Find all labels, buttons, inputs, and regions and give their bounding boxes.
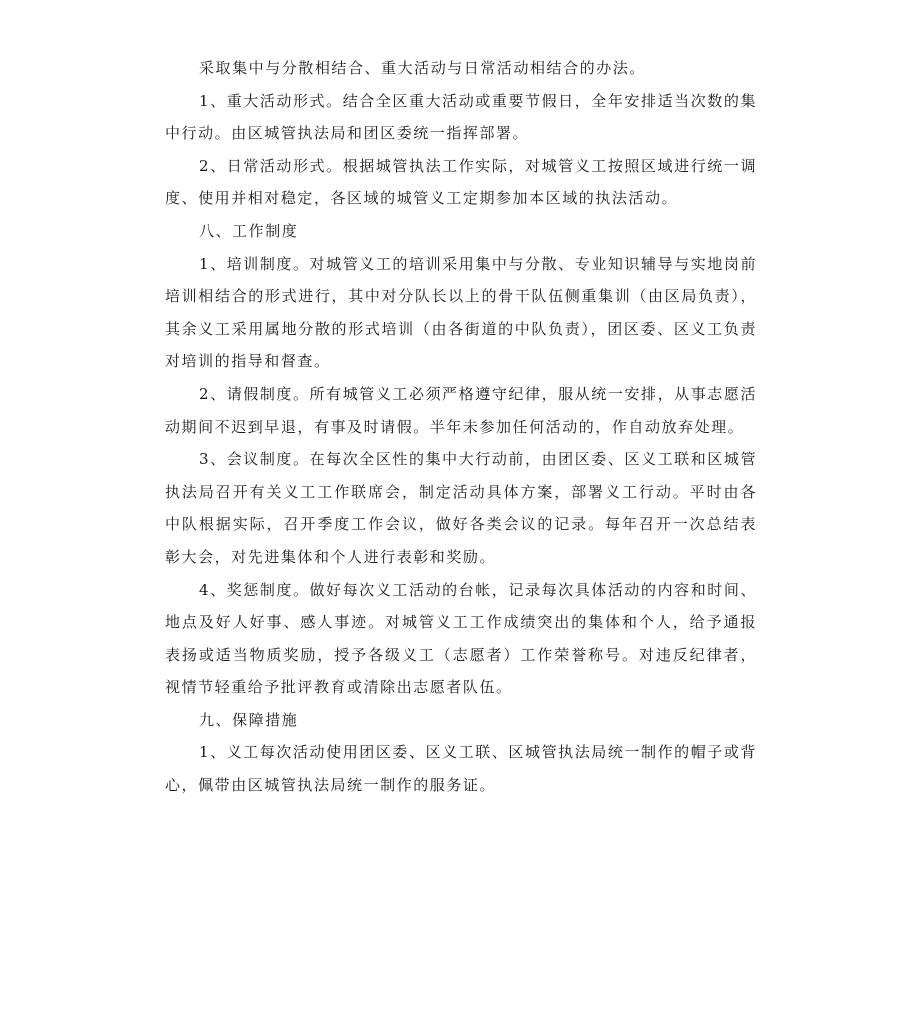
paragraph-major-activity: 1、重大活动形式。结合全区重大活动或重要节假日，全年安排适当次数的集中行动。由区城管执法局和团区委统一指挥部署。	[165, 91, 757, 143]
paragraph-daily-activity: 2、日常活动形式。根据城管执法工作实际，对城管义工按照区域进行统一调度、使用并相对稳定，各区域的城管义工定期参加本区域的执法活动。	[165, 156, 757, 208]
paragraph-uniform: 1、义工每次活动使用团区委、区义工联、区城管执法局统一制作的帽子或背心，佩带由区城管执法局统一制作的服务证。	[165, 743, 757, 795]
paragraph-leave-system: 2、请假制度。所有城管义工必须严格遵守纪律，服从统一安排，从事志愿活动期间不迟到早退，有事及时请假。半年未参加任何活动的，作自动放弃处理。	[165, 384, 757, 436]
paragraph-method: 采取集中与分散相结合、重大活动与日常活动相结合的办法。	[199, 59, 646, 77]
section-heading-work-system: 八、工作制度	[199, 221, 299, 240]
document-body	[165, 52, 757, 802]
paragraph-training-system: 1、培训制度。对城管义工的培训采用集中与分散、专业知识辅导与实地岗前培训相结合的形式进行，其中对分队长以上的骨干队伍侧重集训（由区局负责），其余义工采用属地分散的形式培训（由各街道的中队负责），团区委、区义工负责对培训的指导和督查。	[165, 254, 757, 371]
paragraph-reward-system: 4、奖惩制度。做好每次义工活动的台帐，记录每次具体活动的内容和时间、地点及好人好事、感人事迹。对城管义工工作成绩突出的集体和个人，给予通报表扬或适当物质奖励，授予各级义工（志愿者）工作荣誉称号。对违反纪律者，视情节轻重给予批评教育或清除出志愿者队伍。	[165, 580, 757, 697]
section-heading-safeguards: 九、保障措施	[199, 710, 299, 729]
paragraph-meeting-system: 3、会议制度。在每次全区性的集中大行动前，由团区委、区义工联和区城管执法局召开有关义工工作联席会，制定活动具体方案，部署义工行动。平时由各中队根据实际，召开季度工作会议，做好各类会议的记录。每年召开一次总结表彰大会，对先进集体和个人进行表彰和奖励。	[165, 450, 757, 566]
